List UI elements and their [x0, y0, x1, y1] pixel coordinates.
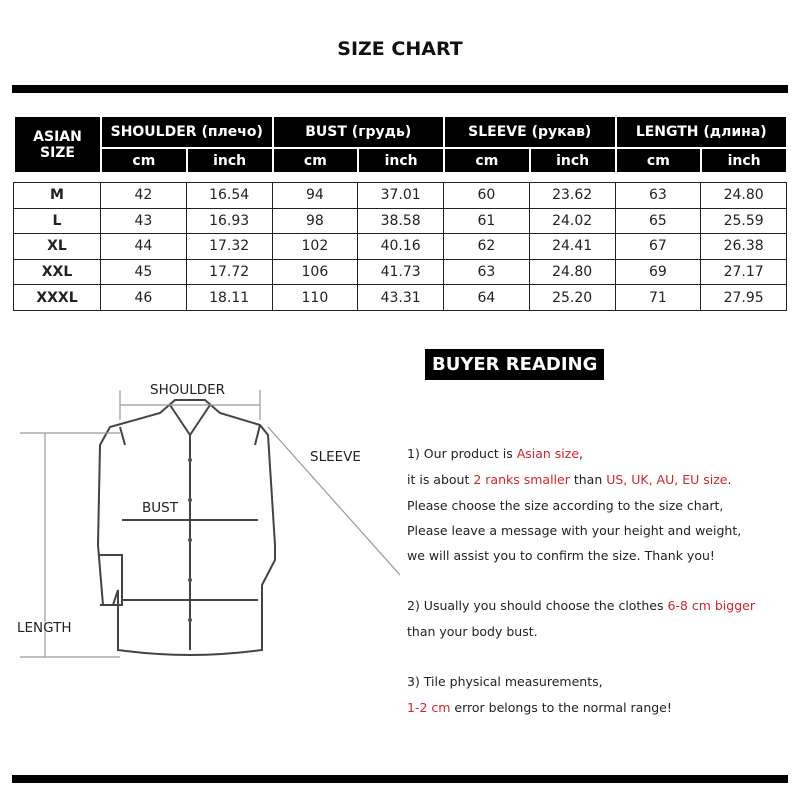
- value-cell: 63: [615, 183, 701, 209]
- value-cell: 46: [101, 285, 187, 311]
- value-cell: 43: [101, 208, 187, 234]
- value-cell: 106: [272, 259, 358, 285]
- value-cell: 110: [272, 285, 358, 311]
- value-cell: 42: [101, 183, 187, 209]
- value-cell: 61: [444, 208, 530, 234]
- value-cell: 17.72: [186, 259, 272, 285]
- value-cell: 60: [444, 183, 530, 209]
- unit-header-inch: inch: [530, 148, 616, 173]
- value-cell: 64: [444, 285, 530, 311]
- divider-bottom: [12, 775, 788, 783]
- value-cell: 44: [101, 234, 187, 260]
- table-row: [14, 208, 787, 234]
- value-cell: 63: [444, 259, 530, 285]
- value-cell: 24.80: [529, 259, 615, 285]
- unit-header-cm: cm: [101, 148, 187, 173]
- note-2-line-1: 2) Usually you should choose the clothes 6-8 cm bigger: [407, 598, 755, 613]
- value-cell: 65: [615, 208, 701, 234]
- buyer-reading-title: BUYER READING: [425, 349, 604, 380]
- value-cell: 43.31: [358, 285, 444, 311]
- note-3-line-2: 1-2 cm error belongs to the normal range!: [407, 700, 672, 715]
- value-cell: 18.11: [186, 285, 272, 311]
- size-table-header: [13, 115, 788, 174]
- value-cell: 98: [272, 208, 358, 234]
- size-cell: L: [14, 208, 101, 234]
- note-1-line-5: we will assist you to confirm the size. Thank you!: [407, 548, 715, 563]
- unit-header-inch: inch: [358, 148, 444, 173]
- value-cell: 16.54: [186, 183, 272, 209]
- table-row: [14, 183, 787, 209]
- table-row: [14, 234, 787, 260]
- value-cell: 38.58: [358, 208, 444, 234]
- value-cell: 37.01: [358, 183, 444, 209]
- value-cell: 17.32: [186, 234, 272, 260]
- value-cell: 27.95: [701, 285, 787, 311]
- note-1-line-4: Please leave a message with your height and weight,: [407, 523, 742, 538]
- header-sleeve: SLEEVE (рукав): [444, 116, 616, 148]
- value-cell: 24.02: [529, 208, 615, 234]
- note-1-line-1: 1) Our product is Asian size,: [407, 446, 584, 461]
- unit-header-cm: cm: [444, 148, 530, 173]
- size-cell: M: [14, 183, 101, 209]
- value-cell: 27.17: [701, 259, 787, 285]
- value-cell: 94: [272, 183, 358, 209]
- value-cell: 26.38: [701, 234, 787, 260]
- size-cell: XXXL: [14, 285, 101, 311]
- note-1-line-2: it is about 2 ranks smaller than US, UK, AU, EU size.: [407, 472, 732, 487]
- unit-header-cm: cm: [273, 148, 359, 173]
- size-cell: XXL: [14, 259, 101, 285]
- header-bust: BUST (грудь): [273, 116, 445, 148]
- page-title: SIZE CHART: [337, 38, 463, 60]
- note-2-line-2: than your body bust.: [407, 624, 538, 639]
- value-cell: 25.59: [701, 208, 787, 234]
- label-shoulder: SHOULDER: [150, 382, 226, 398]
- value-cell: 24.80: [701, 183, 787, 209]
- value-cell: 41.73: [358, 259, 444, 285]
- table-row: [14, 285, 787, 311]
- value-cell: 23.62: [529, 183, 615, 209]
- shirt-icon: [98, 400, 275, 655]
- unit-header-cm: cm: [616, 148, 702, 173]
- value-cell: 62: [444, 234, 530, 260]
- label-length: LENGTH: [17, 620, 72, 636]
- value-cell: 102: [272, 234, 358, 260]
- value-cell: 67: [615, 234, 701, 260]
- value-cell: 24.41: [529, 234, 615, 260]
- unit-header-inch: inch: [701, 148, 787, 173]
- table-row: [14, 259, 787, 285]
- note-3-line-1: 3) Tile physical measurements,: [407, 674, 603, 689]
- label-sleeve: SLEEVE: [310, 449, 361, 465]
- note-1-line-3: Please choose the size according to the size chart,: [407, 498, 724, 513]
- value-cell: 71: [615, 285, 701, 311]
- size-header: ASIAN SIZE: [14, 116, 101, 173]
- header-length: LENGTH (длина): [616, 116, 788, 148]
- value-cell: 45: [101, 259, 187, 285]
- size-table: [13, 182, 787, 311]
- value-cell: 25.20: [529, 285, 615, 311]
- value-cell: 16.93: [186, 208, 272, 234]
- size-cell: XL: [14, 234, 101, 260]
- unit-header-inch: inch: [187, 148, 273, 173]
- header-shoulder: SHOULDER (плечо): [101, 116, 273, 148]
- label-bust: BUST: [142, 500, 178, 516]
- value-cell: 40.16: [358, 234, 444, 260]
- value-cell: 69: [615, 259, 701, 285]
- divider-top: [12, 85, 788, 93]
